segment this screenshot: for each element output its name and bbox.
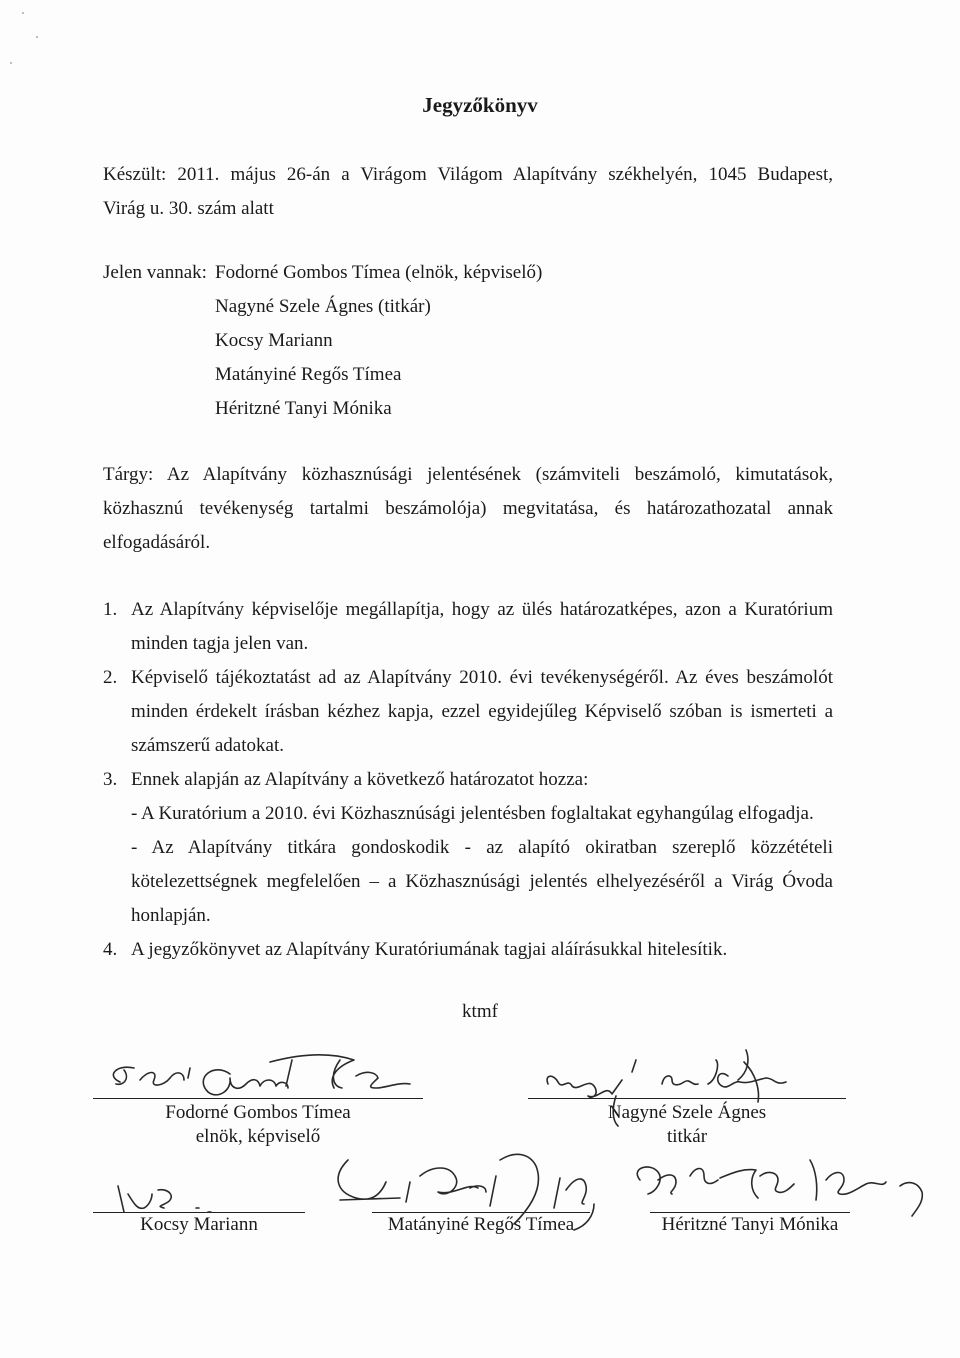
present-item: Kocsy Mariann (215, 330, 333, 351)
list-item (103, 763, 833, 797)
present-label: Jelen vannak: (103, 262, 207, 283)
prepared-paragraph (103, 158, 833, 226)
signature-block-nagyne (528, 1101, 846, 1149)
subject-line-3: elfogadásáról. (103, 532, 211, 553)
signature-kocsy (118, 1186, 211, 1212)
signer-name: Fodorné Gombos Tímea (165, 1102, 351, 1123)
item-text: Az Alapítvány képviselője megállapítja, hogy az ülés határozatképes, azon a Kuratórium minden tagja jelen van. (131, 599, 833, 654)
prepared-line-1: Készült: 2011. május 26-án a Virágom Világom Alapítvány székhelyén, 1045 Budapest, (103, 164, 833, 185)
signature-line (528, 1098, 846, 1099)
scan-speck (10, 62, 12, 64)
scan-speck (22, 12, 24, 14)
list-item (103, 593, 833, 661)
item-text: Ennek alapján az Alapítvány a következő határozatot hozza: (131, 769, 589, 790)
signer-role: titkár (666, 1126, 708, 1147)
present-item: Matányiné Regős Tímea (215, 364, 402, 385)
signature-fodorne (113, 1055, 410, 1095)
item-number: 4. (103, 939, 118, 960)
item-text: Képviselő tájékoztatást ad az Alapítvány 2010. évi tevékenységéről. Az éves beszámolót minden érdekelt írásban kézhez kapja, ezzel egyidejűleg Képviselő szóban is ismerteti a számszerű adatokat. (131, 667, 833, 756)
closing-ktmf: ktmf (462, 1001, 498, 1022)
present-item: Héritzné Tanyi Mónika (215, 398, 392, 419)
list-item (103, 661, 833, 763)
scan-speck (36, 36, 38, 38)
list-item (103, 933, 833, 967)
present-item: Nagyné Szele Ágnes (titkár) (215, 296, 431, 317)
item-text: - A Kuratórium a 2010. évi Közhasznúsági jelentésben foglaltakat egyhangúlag elfogadja. (131, 803, 814, 824)
item-text: - Az Alapítvány titkára gondoskodik - az alapító okiratban szereplő közzétételi kötelezettségnek megfelelően – a Közhasznúsági jelentés elhelyezéséről a Virág Óvoda honlapján. (131, 837, 833, 926)
signature-block-kocsy (93, 1213, 305, 1237)
subject-paragraph (103, 458, 833, 560)
document-title: Jegyzőkönyv (422, 93, 538, 117)
item-number: 2. (103, 667, 118, 688)
list-item (103, 797, 833, 831)
subject-line-1: Tárgy: Az Alapítvány közhasznúsági jelentésének (számviteli beszámoló, kimutatások, (103, 464, 833, 485)
signature-line (93, 1098, 423, 1099)
signer-role: elnök, képviselő (195, 1126, 321, 1147)
signer-name: Kocsy Mariann (140, 1214, 258, 1235)
signer-name: Héritzné Tanyi Mónika (661, 1214, 839, 1235)
item-number: 3. (103, 769, 118, 790)
signature-block-heritzne (650, 1213, 850, 1237)
list-item (103, 831, 833, 933)
item-text: A jegyzőkönyvet az Alapítvány Kuratóriumának tagjai aláírásukkal hitelesítik. (131, 939, 728, 960)
signature-block-matanyine (372, 1213, 590, 1237)
subject-line-2: közhasznú tevékenység tartalmi beszámolója) megvitatása, és határozathozatal annak (103, 498, 833, 519)
agenda-list (103, 593, 833, 967)
present-item: Fodorné Gombos Tímea (elnök, képviselő) (215, 262, 543, 283)
signature-block-fodorne (93, 1101, 423, 1149)
present-list (215, 256, 542, 426)
prepared-line-2: Virág u. 30. szám alatt (103, 198, 274, 219)
signature-heritzne (637, 1160, 922, 1216)
signer-name: Matányiné Regős Tímea (387, 1214, 575, 1235)
item-number: 1. (103, 599, 118, 620)
signer-name: Nagyné Szele Ágnes (607, 1102, 767, 1123)
